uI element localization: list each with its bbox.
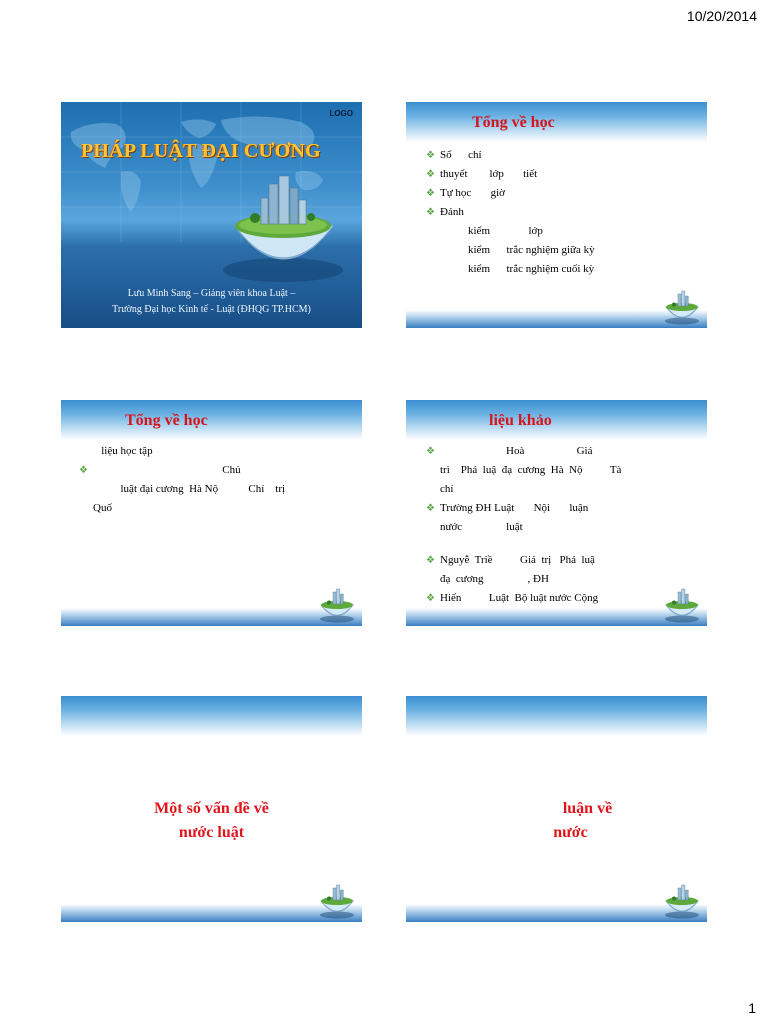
- cover-title: PHÁP LUẬT ĐẠI CƯƠNG: [81, 140, 321, 162]
- list-item-text: thuyết lớp tiết: [440, 168, 538, 180]
- list-item: [426, 146, 696, 165]
- diamond-bullet-icon: ❖: [426, 150, 435, 161]
- list-item-text: luật đại cương Hà Nộ Chí trị: [93, 483, 286, 495]
- list-item-text: Hiến Luật Bộ luật nước Cộng: [440, 592, 599, 604]
- list-item: [426, 499, 696, 518]
- globe-icon: [318, 882, 356, 920]
- diamond-bullet-icon: ❖: [426, 593, 435, 604]
- list-item-continuation: [426, 461, 696, 480]
- slide-cover: [61, 102, 362, 328]
- slide-bullet-list: [426, 442, 696, 626]
- sub-item: [426, 260, 696, 279]
- slide-footer-band: [406, 904, 707, 922]
- list-item: [79, 461, 349, 480]
- page-date: 10/20/2014: [686, 8, 757, 24]
- slide-header-band: [61, 696, 362, 736]
- author-line-2: Trường Đại học Kinh tế - Luật (ĐHQG TP.HCM): [112, 304, 311, 315]
- sub-item: [426, 222, 696, 241]
- globe-icon: [663, 882, 701, 920]
- slide-title: Tổng về học: [125, 412, 208, 429]
- list-item-text: kiểm trắc nghiệm giữa kỳ: [468, 244, 595, 256]
- slide-title: liệu khảo: [489, 412, 552, 429]
- diamond-bullet-icon: ❖: [79, 465, 88, 476]
- diamond-bullet-icon: ❖: [426, 503, 435, 514]
- globe-icon: [663, 288, 701, 326]
- slide-footer-band: [406, 310, 707, 328]
- list-item-continuation: [79, 442, 349, 461]
- list-item: [426, 551, 696, 570]
- list-item-text: Trường ĐH Luật Nội luận: [440, 502, 589, 514]
- list-item-text: Số chỉ: [440, 149, 482, 161]
- list-item-text: Hoà Giá: [440, 445, 593, 457]
- diamond-bullet-icon: ❖: [426, 555, 435, 566]
- page-number: 1: [748, 1000, 756, 1016]
- globe-icon: [318, 586, 356, 624]
- list-spacer: [426, 537, 696, 551]
- cover-author: [61, 286, 362, 318]
- list-item-continuation: [426, 570, 696, 589]
- section-title-line-2: nước luật: [178, 824, 245, 841]
- list-item-text: liệu học tập: [93, 445, 153, 457]
- list-item-continuation: [79, 480, 349, 499]
- sub-item: [426, 241, 696, 260]
- slide-footer-band: [406, 608, 707, 626]
- slide-bullet-list: [426, 146, 696, 279]
- globe-icon: [663, 586, 701, 624]
- list-item-text: Chủ: [93, 464, 241, 476]
- list-item: [426, 203, 696, 222]
- diamond-bullet-icon: ❖: [426, 188, 435, 199]
- section-title-line-2: nước: [553, 824, 588, 841]
- section-title-line-1: luận về: [562, 800, 613, 817]
- logo-text: LOGO: [329, 109, 353, 118]
- list-item: [426, 184, 696, 203]
- slide-section-theory: [406, 696, 707, 922]
- list-item-text: Quố: [93, 502, 112, 514]
- list-item-text: Nguyễ Triề Giá trị Phá luậ: [440, 554, 595, 566]
- list-item-text: nước luật: [440, 521, 523, 533]
- slide-footer-band: [61, 904, 362, 922]
- list-item-text: kiểm lớp: [468, 225, 543, 237]
- list-item: [426, 165, 696, 184]
- diamond-bullet-icon: ❖: [426, 169, 435, 180]
- list-item: [426, 442, 696, 461]
- slide-course-materials: [61, 400, 362, 626]
- list-item-text: trì Phá luậ đạ cương Hà Nộ Tà: [440, 464, 622, 476]
- slide-bullet-list: [79, 442, 349, 518]
- slide-title: Tổng về học: [472, 114, 555, 131]
- list-item-text: kiểm trắc nghiệm cuối kỳ: [468, 263, 595, 275]
- diamond-bullet-icon: ❖: [426, 446, 435, 457]
- diamond-bullet-icon: ❖: [426, 207, 435, 218]
- list-item: [426, 589, 696, 608]
- slide-references: [406, 400, 707, 626]
- list-item-continuation: [79, 499, 349, 518]
- slide-header-band: [406, 696, 707, 736]
- list-item-continuation: [426, 518, 696, 537]
- list-item-continuation: [426, 480, 696, 499]
- slide-section-state-law: [61, 696, 362, 922]
- list-item-text: đạ cương , ĐH: [440, 573, 549, 585]
- list-item-text: chí: [440, 483, 454, 495]
- list-item-text: Tự học giờ: [440, 187, 505, 199]
- section-title-line-1: Một số vấn đề về: [154, 800, 269, 817]
- list-item-text: Đánh: [440, 206, 464, 218]
- slide-course-overview: [406, 102, 707, 328]
- globe-city-illustration: [221, 170, 351, 288]
- slide-footer-band: [61, 608, 362, 626]
- author-line-1: Lưu Minh Sang – Giảng viên khoa Luật –: [127, 288, 296, 299]
